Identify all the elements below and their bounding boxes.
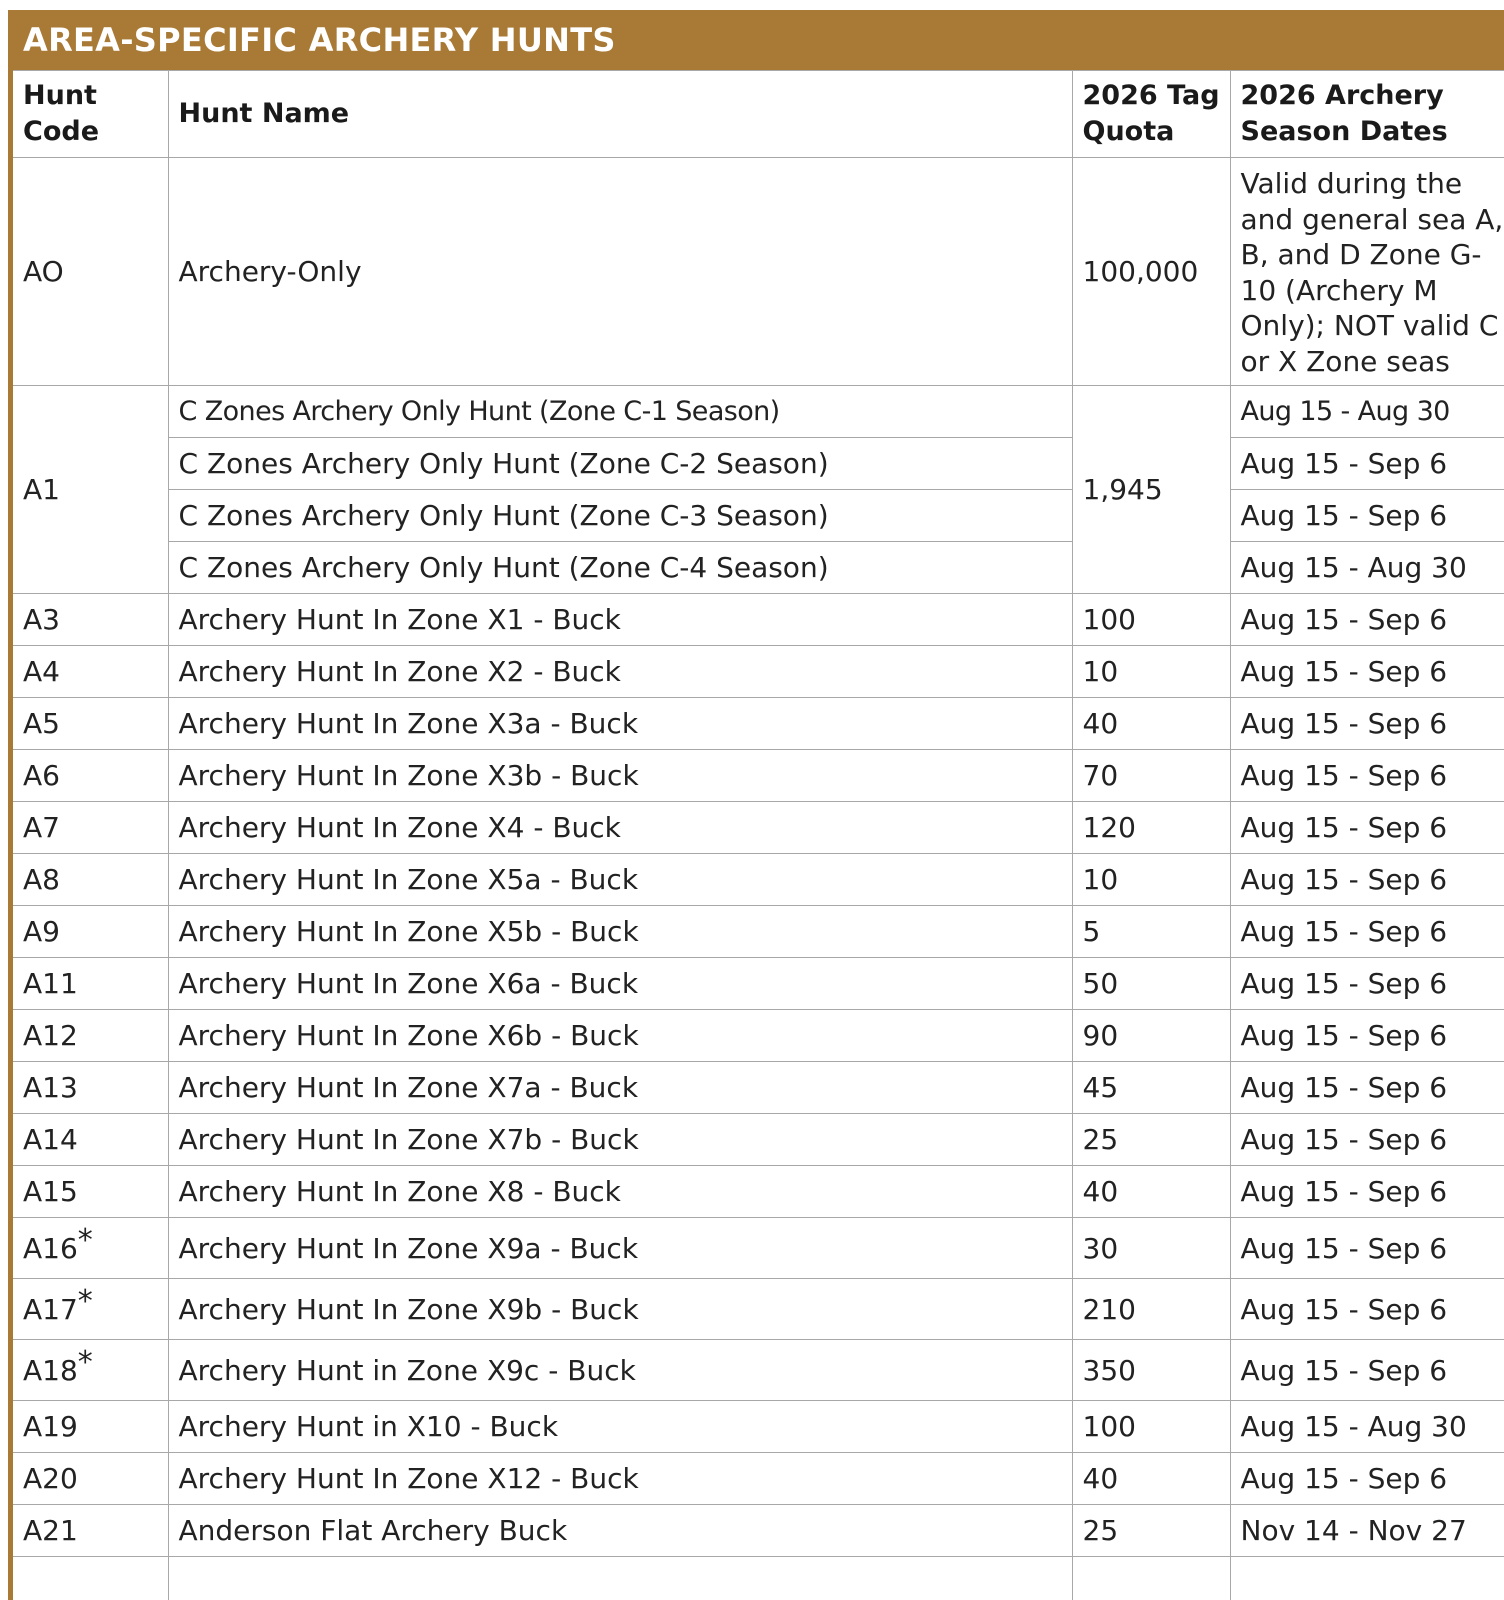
table-row: [13, 1114, 1504, 1166]
hunt-code: [13, 1218, 168, 1279]
hunt-name: Archery Hunt In Zone X5a - Buck: [168, 854, 1072, 906]
tag-quota: 100,000: [1072, 158, 1230, 386]
table-row: [13, 158, 1504, 386]
tag-quota: 10: [1072, 646, 1230, 698]
hunt-name: Archery Hunt In Zone X7a - Buck: [168, 1062, 1072, 1114]
hunt-code: [13, 1166, 168, 1218]
hunt-name: Archery Hunt In Zone X9a - Buck: [168, 1218, 1072, 1279]
hunt-name: Anderson Flat Archery Buck: [168, 1505, 1072, 1557]
hunt-code-text: A15: [23, 1175, 78, 1208]
footnote-asterisk: *: [77, 1222, 93, 1258]
hunt-name: Archery Hunt In Zone X5b - Buck: [168, 906, 1072, 958]
hunt-name: Archery-Only: [168, 158, 1072, 386]
table-row: [13, 1340, 1504, 1401]
hunts-panel: [8, 10, 1504, 1600]
season-dates: Aug 15 - Sep 6: [1230, 906, 1504, 958]
hunt-code: A1: [13, 386, 168, 594]
hunt-code-text: A19: [23, 1410, 78, 1443]
table-row: [13, 698, 1504, 750]
season-dates: Aug 15 - Sep 6: [1230, 1062, 1504, 1114]
hunt-name: Archery Hunt In Zone X4 - Buck: [168, 802, 1072, 854]
season-dates: Aug 15 - Sep 6: [1230, 1166, 1504, 1218]
hunt-name: C Zones Archery Only Hunt (Zone C-4 Season): [168, 542, 1072, 594]
season-dates: Aug 15 - Sep 6: [1230, 490, 1504, 542]
hunt-code-text: A7: [23, 811, 60, 844]
hunt-code: [13, 1010, 168, 1062]
hunt-name: C Zones Archery Only Hunt (Zone C-3 Season): [168, 490, 1072, 542]
tag-quota: 30: [1072, 1218, 1230, 1279]
hunt-code-text: A13: [23, 1071, 78, 1104]
tag-quota: 210: [1072, 1279, 1230, 1340]
season-dates: Aug 15 - Sep 6: [1230, 698, 1504, 750]
season-dates: Aug 15 - Sep 6: [1230, 802, 1504, 854]
tag-quota: 350: [1072, 1340, 1230, 1401]
table-row: [13, 1010, 1504, 1062]
season-dates: Aug 15 - Aug 30: [1230, 1401, 1504, 1453]
season-dates: Aug 15 - Sep 6: [1230, 854, 1504, 906]
table-row: [13, 1062, 1504, 1114]
tag-quota: 120: [1072, 802, 1230, 854]
season-dates: Aug 15 - Sep 6: [1230, 1114, 1504, 1166]
season-dates: Aug 15 - Sep 6: [1230, 438, 1504, 490]
tag-quota: 25: [1072, 1505, 1230, 1557]
hunt-code-text: A11: [23, 967, 78, 1000]
season-dates: Aug 15 - Sep 6: [1230, 1010, 1504, 1062]
table-row: [13, 906, 1504, 958]
hunt-code-text: A14: [23, 1123, 78, 1156]
hunt-code: [13, 646, 168, 698]
hunts-table: [13, 70, 1504, 1600]
table-row: [13, 1453, 1504, 1505]
hunt-code: [13, 958, 168, 1010]
tag-quota: 1,945: [1072, 386, 1230, 594]
hunt-name: Archery Hunt In Zone X6b - Buck: [168, 1010, 1072, 1062]
tag-quota: 50: [1072, 958, 1230, 1010]
hunt-code: [13, 594, 168, 646]
hunt-name: Archery Hunt In Zone X2 - Buck: [168, 646, 1072, 698]
tag-quota: 45: [1072, 1062, 1230, 1114]
table-row: [13, 1401, 1504, 1453]
tag-quota: 40: [1072, 698, 1230, 750]
table-row: [13, 1505, 1504, 1557]
table-row: [13, 958, 1504, 1010]
table-row: [13, 802, 1504, 854]
table-row: [13, 1218, 1504, 1279]
table-row: [13, 1279, 1504, 1340]
hunt-name: Archery Hunt In Zone X1 - Buck: [168, 594, 1072, 646]
header-hunt-code: Hunt Code: [13, 71, 168, 158]
season-dates: Aug 15 - Sep 6: [1230, 1218, 1504, 1279]
hunt-name: C Zones Archery Only Hunt (Zone C-1 Season): [168, 386, 1072, 438]
table-row: [13, 854, 1504, 906]
season-dates: Valid during the and general sea A, B, and D Zone G-10 (Archery M Only); NOT valid C or X Zone seas: [1230, 158, 1504, 386]
footnote-asterisk: *: [77, 1283, 93, 1319]
table-row: [13, 594, 1504, 646]
hunt-code-text: A3: [23, 603, 60, 636]
hunt-name: C Zones Archery Only Hunt (Zone C-2 Season): [168, 438, 1072, 490]
hunt-code: [13, 1340, 168, 1401]
hunt-code: [13, 802, 168, 854]
hunt-code: [13, 906, 168, 958]
hunt-name: Archery Hunt In Zone X6a - Buck: [168, 958, 1072, 1010]
hunt-name: Archery Hunt In Zone X7b - Buck: [168, 1114, 1072, 1166]
hunt-code-text: A20: [23, 1462, 78, 1495]
hunt-name: Archery Hunt In Zone X3b - Buck: [168, 750, 1072, 802]
table-row: [13, 490, 1504, 542]
header-row: [13, 71, 1504, 158]
tag-quota: 10: [1072, 854, 1230, 906]
section-title: AREA-SPECIFIC ARCHERY HUNTS: [13, 10, 1504, 70]
hunt-code: [13, 698, 168, 750]
table-row: [13, 542, 1504, 594]
tag-quota: 90: [1072, 1010, 1230, 1062]
hunt-code: [13, 1279, 168, 1340]
season-dates: Aug 15 - Aug 30: [1230, 386, 1504, 438]
hunt-code: [13, 1401, 168, 1453]
hunt-code: [13, 1114, 168, 1166]
tag-quota: 70: [1072, 750, 1230, 802]
table-row: [13, 438, 1504, 490]
table-row: [13, 750, 1504, 802]
hunt-code-text: A17: [23, 1292, 78, 1326]
hunt-code-text: A12: [23, 1019, 78, 1052]
tag-quota: 100: [1072, 1401, 1230, 1453]
tag-quota: 100: [1072, 594, 1230, 646]
hunt-code-text: A5: [23, 707, 60, 740]
hunt-code-text: A16: [23, 1231, 78, 1265]
season-dates: Aug 15 - Sep 6: [1230, 1453, 1504, 1505]
tag-quota: 40: [1072, 1166, 1230, 1218]
hunt-name: Archery Hunt In Zone X8 - Buck: [168, 1166, 1072, 1218]
empty-cell: [13, 1557, 168, 1600]
hunt-code: [13, 750, 168, 802]
hunt-code-text: A6: [23, 759, 60, 792]
hunt-code-text: A9: [23, 915, 60, 948]
table-row: [13, 386, 1504, 438]
tag-quota: 25: [1072, 1114, 1230, 1166]
hunt-code-text: A4: [23, 655, 60, 688]
season-dates: Aug 15 - Aug 30: [1230, 542, 1504, 594]
header-season-dates: 2026 Archery Season Dates: [1230, 71, 1504, 158]
empty-cell: [1072, 1557, 1230, 1600]
hunt-name: Archery Hunt In Zone X9b - Buck: [168, 1279, 1072, 1340]
season-dates: Aug 15 - Sep 6: [1230, 646, 1504, 698]
table-row: [13, 646, 1504, 698]
tag-quota: 40: [1072, 1453, 1230, 1505]
hunt-code: [13, 1505, 168, 1557]
footnote-asterisk: *: [77, 1344, 93, 1380]
hunt-name: Archery Hunt in X10 - Buck: [168, 1401, 1072, 1453]
hunt-name: Archery Hunt In Zone X12 - Buck: [168, 1453, 1072, 1505]
season-dates: Aug 15 - Sep 6: [1230, 750, 1504, 802]
season-dates: Aug 15 - Sep 6: [1230, 958, 1504, 1010]
header-tag-quota: 2026 Tag Quota: [1072, 71, 1230, 158]
tag-quota: 5: [1072, 906, 1230, 958]
hunt-name: Archery Hunt in Zone X9c - Buck: [168, 1340, 1072, 1401]
season-dates: Aug 15 - Sep 6: [1230, 1279, 1504, 1340]
season-dates: Aug 15 - Sep 6: [1230, 1340, 1504, 1401]
hunt-code: [13, 854, 168, 906]
hunt-code-text: A18: [23, 1353, 78, 1387]
hunt-code-text: A21: [23, 1514, 78, 1547]
season-dates: Aug 15 - Sep 6: [1230, 594, 1504, 646]
hunt-code: [13, 1062, 168, 1114]
hunt-code-text: A8: [23, 863, 60, 896]
table-row: [13, 1166, 1504, 1218]
empty-cell: [168, 1557, 1072, 1600]
empty-cell: [1230, 1557, 1504, 1600]
hunt-code: [13, 1453, 168, 1505]
season-dates: Nov 14 - Nov 27: [1230, 1505, 1504, 1557]
table-row: [13, 1557, 1504, 1600]
header-hunt-name: Hunt Name: [168, 71, 1072, 158]
hunt-name: Archery Hunt In Zone X3a - Buck: [168, 698, 1072, 750]
hunt-code: AO: [13, 158, 168, 386]
